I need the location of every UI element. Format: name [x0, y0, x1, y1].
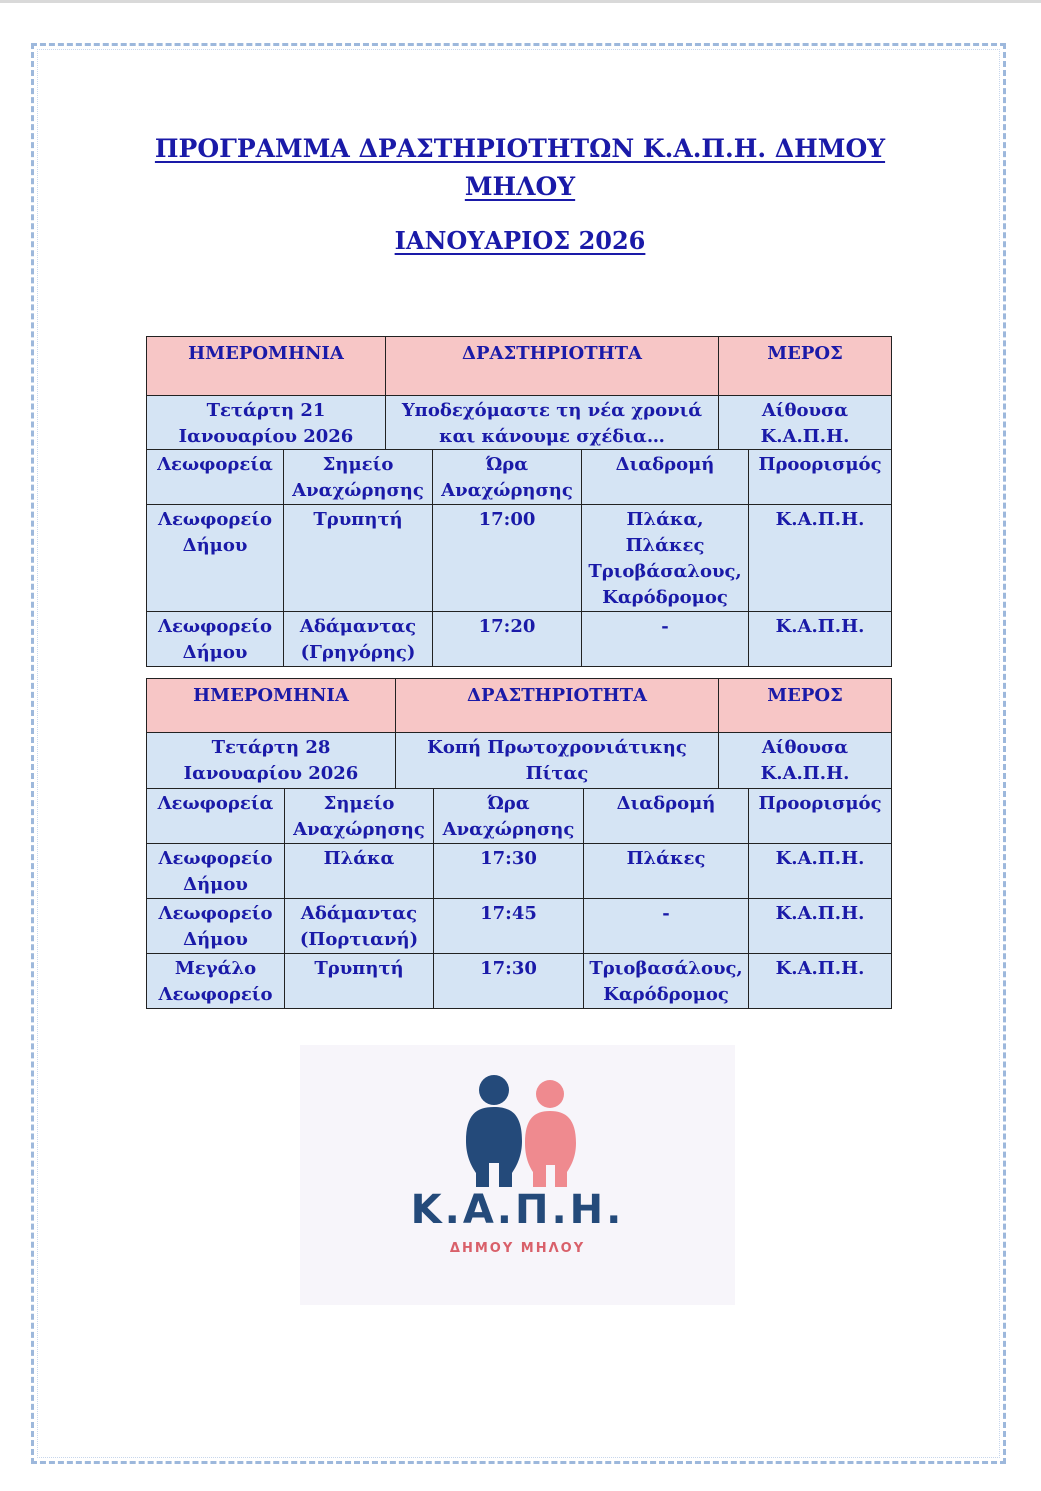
bus-route: Πλάκα, Πλάκες Τριοβάσαλους, Καρόδρομος [582, 505, 749, 612]
bus-row [147, 899, 892, 954]
bus-route: Τριοβασάλους, Καρόδρομος [584, 954, 749, 1009]
bus-header-destination: Προορισμός [749, 789, 892, 844]
bus-destination: Κ.Α.Π.Η. [749, 899, 892, 954]
bus-header-departure-point: Σημείο Αναχώρησης [285, 789, 434, 844]
person-pink-head [536, 1080, 564, 1108]
bus-departure-point: Αδάμαντας (Γρηγόρης) [284, 612, 433, 667]
bus-name: Λεωφορείο Δήμου [147, 505, 284, 612]
month-title: ΙΑΝΟΥΑΡΙΟΣ 2026 [394, 226, 646, 255]
event-header-row [147, 679, 892, 733]
header-date: ΗΜΕΡΟΜΗΝΙΑ [147, 679, 396, 733]
person-pink-body [525, 1111, 576, 1187]
bus-header-route: Διαδρομή [584, 789, 749, 844]
bus-row [147, 954, 892, 1009]
bus-departure-point: Τρυπητή [284, 505, 433, 612]
event-activity: Κοπή Πρωτοχρονιάτικης Πίτας [396, 733, 719, 789]
logo-subtitle: ΔΗΜΟΥ ΜΗΛΟΥ [449, 1241, 586, 1256]
event-activity: Υποδεχόμαστε τη νέα χρονιά και κάνουμε σχέδια… [386, 396, 719, 451]
bus-route: - [582, 612, 749, 667]
header-place: ΜΕΡΟΣ [719, 679, 892, 733]
bus-departure-time: 17:30 [434, 844, 584, 899]
bus-destination: Κ.Α.Π.Η. [749, 844, 892, 899]
bus-route: - [584, 899, 749, 954]
event-table-2 [146, 678, 892, 789]
person-navy-head [479, 1075, 509, 1105]
event-info-row [147, 733, 892, 789]
bus-departure-time: 17:45 [434, 899, 584, 954]
bus-table-2 [146, 788, 892, 1009]
bus-route: Πλάκες [584, 844, 749, 899]
bus-departure-time: 17:20 [433, 612, 582, 667]
bus-destination: Κ.Α.Π.Η. [749, 954, 892, 1009]
bus-departure-point: Πλάκα [285, 844, 434, 899]
bus-name: Μεγάλο Λεωφορείο [147, 954, 285, 1009]
kapi-logo [300, 1045, 735, 1305]
bus-destination: Κ.Α.Π.Η. [749, 612, 892, 667]
bus-row [147, 612, 892, 667]
event-place: Αίθουσα Κ.Α.Π.Η. [719, 396, 892, 451]
page-title: ΠΡΟΓΡΑΜΜΑ ΔΡΑΣΤΗΡΙΟΤΗΤΩΝ Κ.Α.Π.Η. ΔΗΜΟΥ ΜΗΛΟΥ [154, 134, 886, 201]
event-date: Τετάρτη 21 Ιανουαρίου 2026 [147, 396, 386, 451]
header-place: ΜΕΡΟΣ [719, 337, 892, 396]
event-info-row [147, 396, 892, 451]
bus-departure-point: Αδάμαντας (Πορτιανή) [285, 899, 434, 954]
header-activity: ΔΡΑΣΤΗΡΙΟΤΗΤΑ [386, 337, 719, 396]
bus-header-row [147, 789, 892, 844]
person-navy-body [466, 1107, 522, 1187]
bus-header-destination: Προορισμός [749, 450, 892, 505]
bus-header-departure-point: Σημείο Αναχώρησης [284, 450, 433, 505]
header-date: ΗΜΕΡΟΜΗΝΙΑ [147, 337, 386, 396]
bus-departure-time: 17:30 [434, 954, 584, 1009]
header-activity: ΔΡΑΣΤΗΡΙΟΤΗΤΑ [396, 679, 719, 733]
bus-departure-time: 17:00 [433, 505, 582, 612]
bus-name: Λεωφορείο Δήμου [147, 612, 284, 667]
bus-header-route: Διαδρομή [582, 450, 749, 505]
bus-header-departure-time: Ώρα Αναχώρησης [433, 450, 582, 505]
bus-row [147, 505, 892, 612]
bus-table-1 [146, 449, 892, 667]
event-header-row [147, 337, 892, 396]
bus-row [147, 844, 892, 899]
bus-header-row [147, 450, 892, 505]
event-place: Αίθουσα Κ.Α.Π.Η. [719, 733, 892, 789]
event-date: Τετάρτη 28 Ιανουαρίου 2026 [147, 733, 396, 789]
bus-destination: Κ.Α.Π.Η. [749, 505, 892, 612]
bus-departure-point: Τρυπητή [285, 954, 434, 1009]
bus-header-bus: Λεωφορεία [147, 789, 285, 844]
bus-header-bus: Λεωφορεία [147, 450, 284, 505]
event-table-1 [146, 336, 892, 451]
bus-name: Λεωφορείο Δήμου [147, 844, 285, 899]
top-divider [0, 0, 1041, 3]
bus-name: Λεωφορείο Δήμου [147, 899, 285, 954]
bus-header-departure-time: Ώρα Αναχώρησης [434, 789, 584, 844]
people-icon [300, 1045, 735, 1195]
logo-name: Κ.Α.Π.Η. [410, 1187, 625, 1233]
